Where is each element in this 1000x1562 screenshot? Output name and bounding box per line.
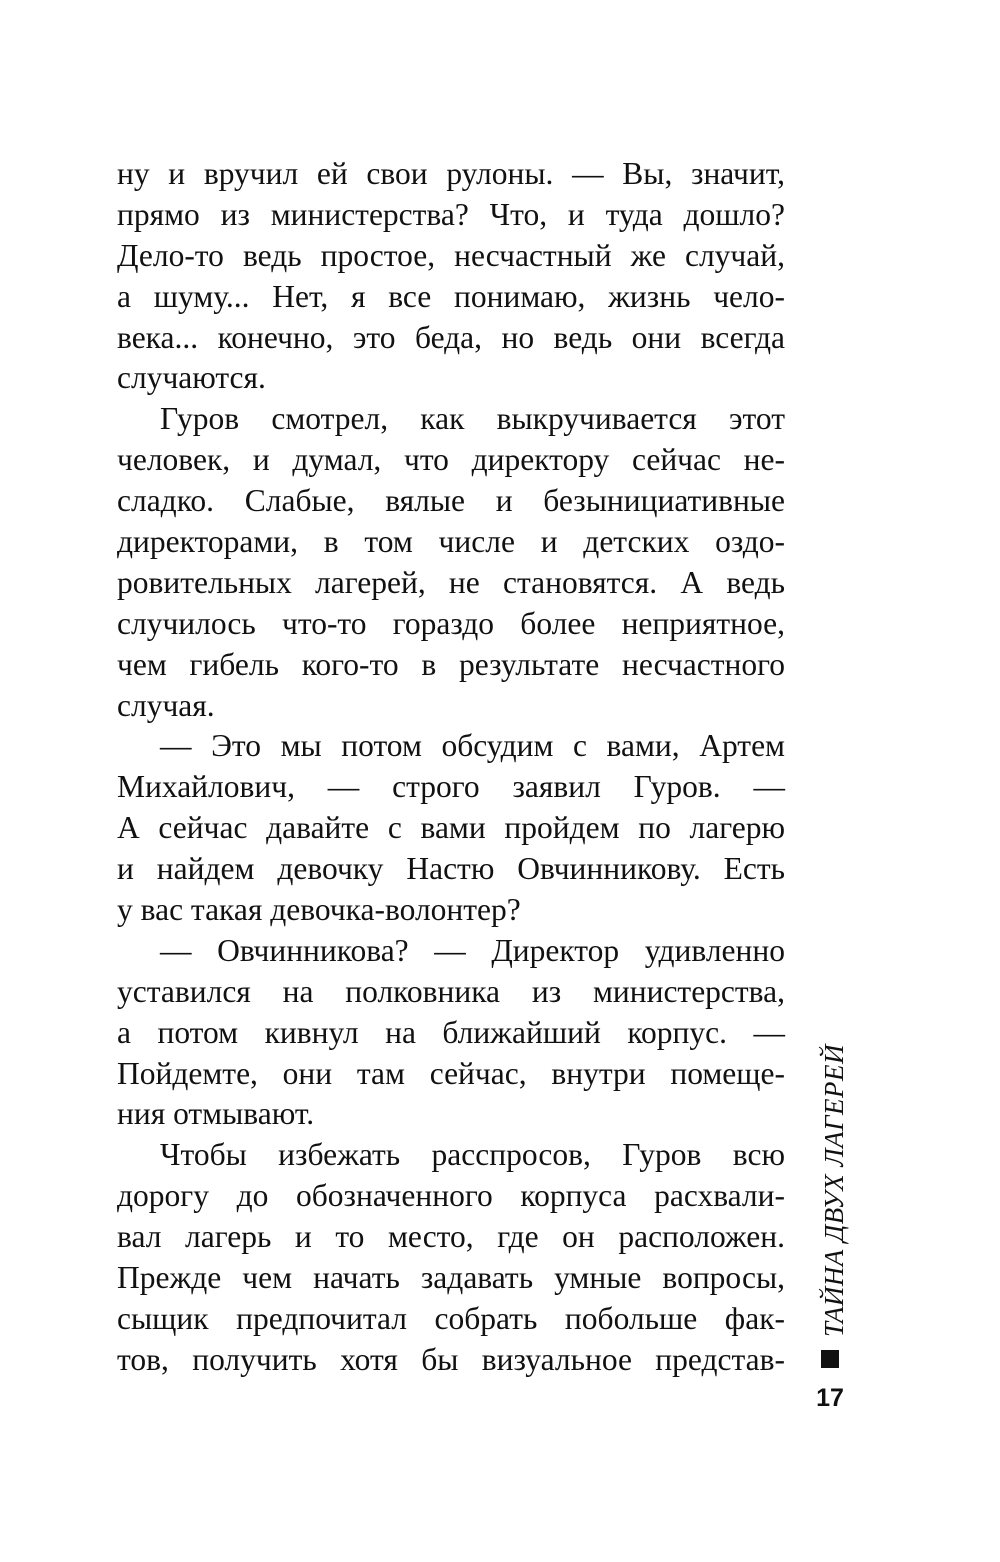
- text-line: а потом кивнул на ближайший корпус. —: [117, 1014, 785, 1050]
- text-line: чем гибель кого-то в результате несчастного: [117, 646, 785, 682]
- text-line: Дело-то ведь простое, несчастный же случай,: [117, 237, 785, 273]
- text-line: случилось что-то гораздо более неприятное,: [117, 605, 785, 641]
- text-line: ровительных лагерей, не становятся. А ведь: [117, 564, 785, 600]
- text-line: тов, получить хотя бы визуальное представ-: [117, 1341, 785, 1377]
- running-title: [813, 1040, 855, 1340]
- text-line: Пойдемте, они там сейчас, внутри помеще-: [117, 1055, 785, 1091]
- text-line: А сейчас давайте с вами пройдем по лагерю: [117, 810, 785, 846]
- body-text: [117, 154, 785, 1381]
- text-line: и найдем девочку Настю Овчинникову. Есть: [117, 851, 785, 887]
- text-line: вал лагерь и то место, где он расположен.: [117, 1219, 785, 1255]
- text-line: — Овчинникова? — Директор удивленно: [160, 932, 785, 968]
- text-line: — Это мы потом обсудим с вами, Артем: [160, 728, 785, 764]
- text-line: случаются.: [117, 360, 266, 396]
- running-title-text: ТАЙНА ДВУХ ЛАГЕРЕЙ: [818, 1043, 849, 1337]
- text-line: а шуму... Нет, я все понимаю, жизнь чело-: [117, 278, 785, 314]
- text-line: Михайлович, — строго заявил Гуров. —: [117, 769, 785, 805]
- text-line: случая.: [117, 687, 215, 723]
- text-line: у вас такая девочка-волонтер?: [117, 892, 521, 928]
- text-line: уставился на полковника из министерства,: [117, 973, 785, 1009]
- text-line: Чтобы избежать расспросов, Гуров всю: [160, 1137, 785, 1173]
- text-line: сладко. Слабые, вялые и безынициативные: [117, 483, 785, 519]
- page-number: 17: [816, 1384, 844, 1412]
- text-line: Гуров смотрел, как выкручивается этот: [160, 401, 785, 437]
- text-line: ну и вручил ей свои рулоны. — Вы, значит,: [117, 156, 785, 191]
- text-line: прямо из министерства? Что, и туда дошло?: [117, 196, 785, 232]
- text-line: человек, и думал, что директору сейчас не-: [117, 442, 785, 478]
- text-line: Прежде чем начать задавать умные вопросы,: [117, 1260, 785, 1296]
- text-line: дорогу до обозначенного корпуса расхвали-: [117, 1178, 785, 1214]
- text-line: директорами, в том числе и детских оздо-: [117, 524, 785, 560]
- black-square-marker-icon: [821, 1350, 839, 1368]
- text-line: века... конечно, это беда, но ведь они всегда: [117, 319, 785, 355]
- text-line: сыщик предпочитал собрать побольше фак-: [117, 1300, 785, 1336]
- text-line: ния отмывают.: [117, 1096, 315, 1132]
